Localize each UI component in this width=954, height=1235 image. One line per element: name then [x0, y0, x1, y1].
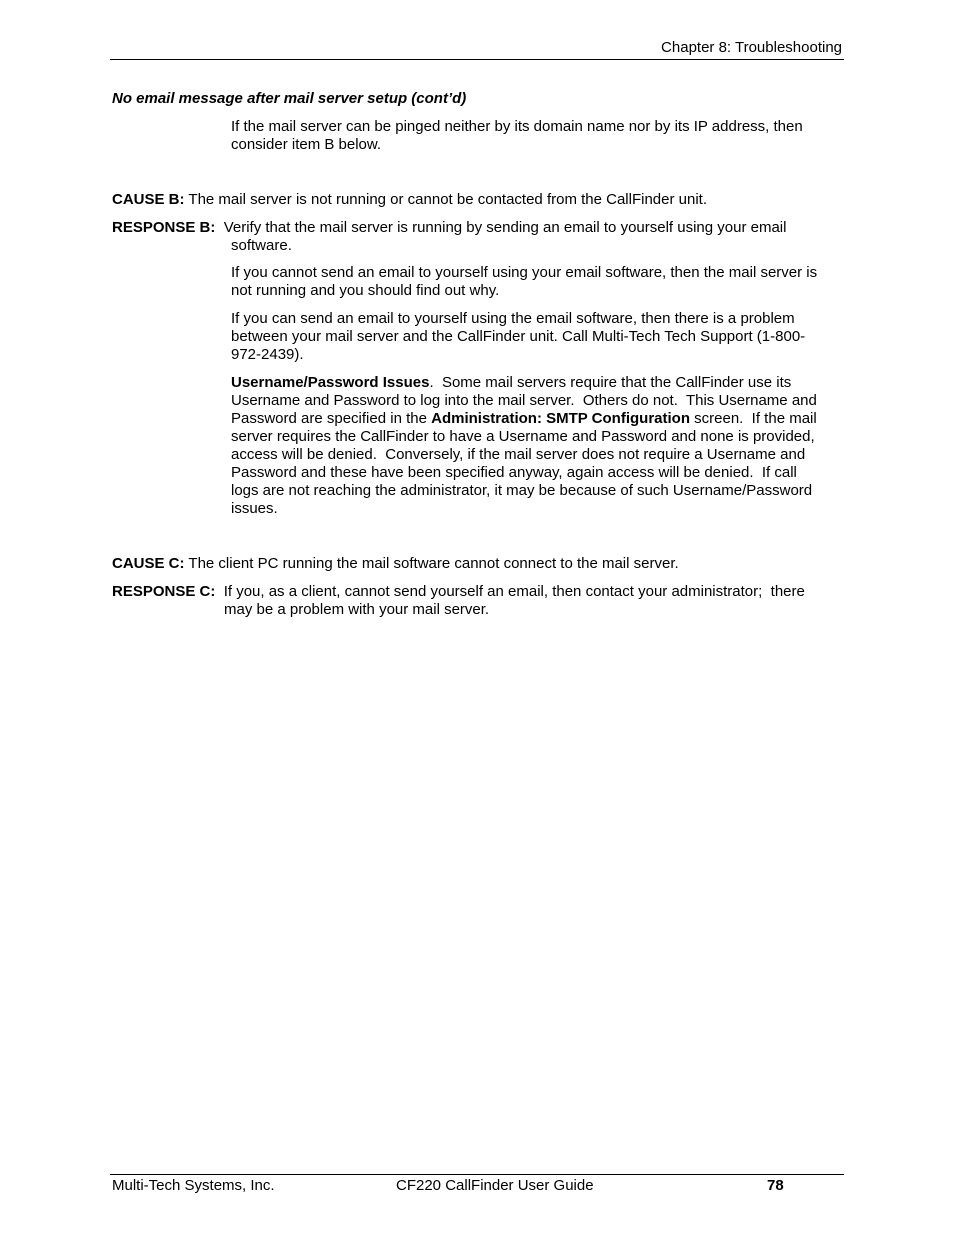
cause-b: [112, 191, 846, 209]
cause-c-label: CAUSE C:: [112, 555, 185, 572]
response-b-line: Verify that the mail server is running by sending an email to yourself using your email: [215, 219, 787, 236]
smtp-config-reference: Administration: SMTP Configuration: [431, 410, 690, 427]
paragraph-line: access will be denied. Conversely, if the mail server does not require a Username and: [231, 446, 806, 463]
cause-b-label: CAUSE B:: [112, 191, 185, 208]
paragraph-line: Password are specified in the: [231, 410, 432, 427]
cause-c: [112, 555, 846, 573]
paragraph-line: . Some mail servers require that the CallFinder use its: [429, 374, 792, 391]
paragraph-line: 972-2439).: [231, 346, 304, 363]
running-header: Chapter 8: Troubleshooting: [661, 39, 842, 56]
paragraph-line: logs are not reaching the administrator, it may be because of such Username/Password: [231, 482, 813, 499]
intro-line: consider item B below.: [231, 136, 382, 153]
page-number: 78: [767, 1177, 784, 1194]
paragraph-line: Password and these have been specified anyway, again access will be denied. If call: [231, 464, 797, 481]
response-b-line: software.: [231, 237, 292, 254]
cause-c-text: The client PC running the mail software cannot connect to the mail server.: [184, 555, 679, 572]
paragraph-line: between your mail server and the CallFinder unit. Call Multi-Tech Tech Support (1-800-: [231, 328, 806, 345]
paragraph-line: If you cannot send an email to yourself using your email software, then the mail server is: [231, 264, 818, 281]
response-b-paragraph-2: [231, 264, 845, 300]
username-password-heading: Username/Password Issues: [231, 374, 430, 391]
response-b: [112, 219, 846, 255]
footer-guide-title: CF220 CallFinder User Guide: [396, 1177, 594, 1194]
paragraph-line: If you can send an email to yourself using the email software, then there is a problem: [231, 310, 795, 327]
username-password-paragraph: [231, 374, 845, 518]
paragraph-line: screen. If the mail: [689, 410, 817, 427]
response-c: [112, 583, 846, 619]
intro-paragraph: [231, 118, 845, 154]
paragraph-line: Username and Password to log into the mail server. Others do not. This Username and: [231, 392, 817, 409]
response-c-line: If you, as a client, cannot send yourself an email, then contact your administrator; there: [215, 583, 805, 600]
response-b-label: RESPONSE B:: [112, 219, 216, 236]
paragraph-line: server requires the CallFinder to have a Username and Password and none is provided,: [231, 428, 815, 445]
header-divider: [110, 59, 844, 60]
intro-line: If the mail server can be pinged neither by its domain name nor by its IP address, then: [231, 118, 803, 135]
footer-divider: [110, 1174, 844, 1175]
section-title: No email message after mail server setup (cont’d): [112, 90, 467, 107]
response-b-paragraph-3: [231, 310, 845, 364]
response-c-label: RESPONSE C:: [112, 583, 216, 600]
cause-b-text: The mail server is not running or cannot be contacted from the CallFinder unit.: [184, 191, 708, 208]
footer-company: Multi-Tech Systems, Inc.: [112, 1177, 275, 1194]
response-c-line: may be a problem with your mail server.: [224, 601, 490, 618]
paragraph-line: issues.: [231, 500, 278, 517]
paragraph-line: not running and you should find out why.: [231, 282, 500, 299]
